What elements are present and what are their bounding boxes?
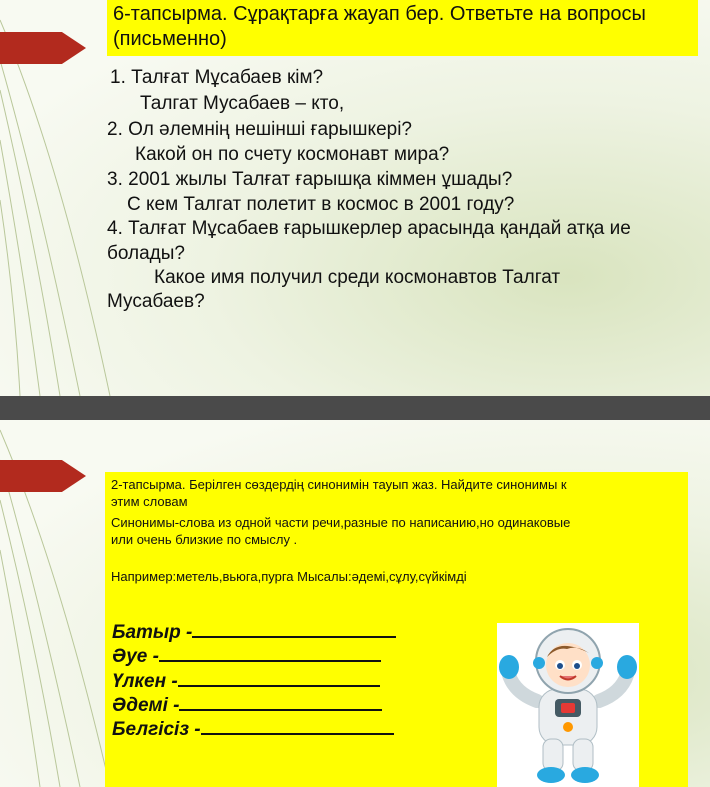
question-2-kz: 2. Ол әлемнің нешінші ғарышкері?	[107, 119, 412, 140]
question-2-ru: Какой он по счету космонавт мира?	[135, 144, 450, 165]
answer-blank[interactable]	[192, 620, 396, 638]
word-row: Әуе -	[112, 644, 381, 669]
word-row: Үлкен -	[112, 669, 380, 694]
question-4-ru: Какое имя получил среди космонавтов Талгат	[154, 267, 561, 288]
answer-blank[interactable]	[201, 717, 394, 735]
answer-blank[interactable]	[179, 693, 382, 711]
question-4-kz: 4. Талғат Мұсабаев ғарышкерлер арасында қандай атқа ие	[107, 218, 631, 239]
slide-synonyms	[0, 420, 710, 787]
question-3-kz: 3. 2001 жылы Талғат ғарышқа кіммен ұшады?	[107, 169, 513, 190]
task-title-banner	[107, 0, 698, 56]
answer-blank[interactable]	[159, 644, 381, 662]
word-row: Әдемі -	[112, 693, 382, 718]
question-4-ru-cont: Мусабаев?	[107, 291, 205, 312]
question-1-kz: 1. Талғат Мұсабаев кім?	[110, 67, 324, 88]
word-row: Батыр -	[112, 620, 396, 645]
task-instruction: 2-тапсырма. Берілген сөздердің синонимін тауып жаз. Найдите синонимы к	[111, 477, 567, 492]
answer-blank[interactable]	[178, 669, 380, 687]
synonym-definition: Синонимы-слова из одной части речи,разные по написанию,но одинаковые	[111, 515, 571, 530]
question-4-kz-cont: болады?	[107, 243, 185, 264]
question-1-ru: Талгат Мусабаев – кто,	[140, 93, 345, 114]
example-line: Например:метель,вьюга,пурга Мысалы:әдемі,сұлу,сүйкімді	[111, 569, 467, 584]
task-title: 6-тапсырма. Сұрақтарға жауап бер. Ответьте на вопросы (письменно)	[113, 3, 646, 50]
synonym-definition-cont: или очень близкие по смыслу .	[111, 532, 298, 547]
word-row: Белгісіз -	[112, 717, 394, 742]
task-instruction-cont: этим словам	[111, 494, 188, 509]
question-3-ru: С кем Талгат полетит в космос в 2001 году?	[127, 194, 515, 215]
astronaut-illustration	[497, 623, 639, 787]
